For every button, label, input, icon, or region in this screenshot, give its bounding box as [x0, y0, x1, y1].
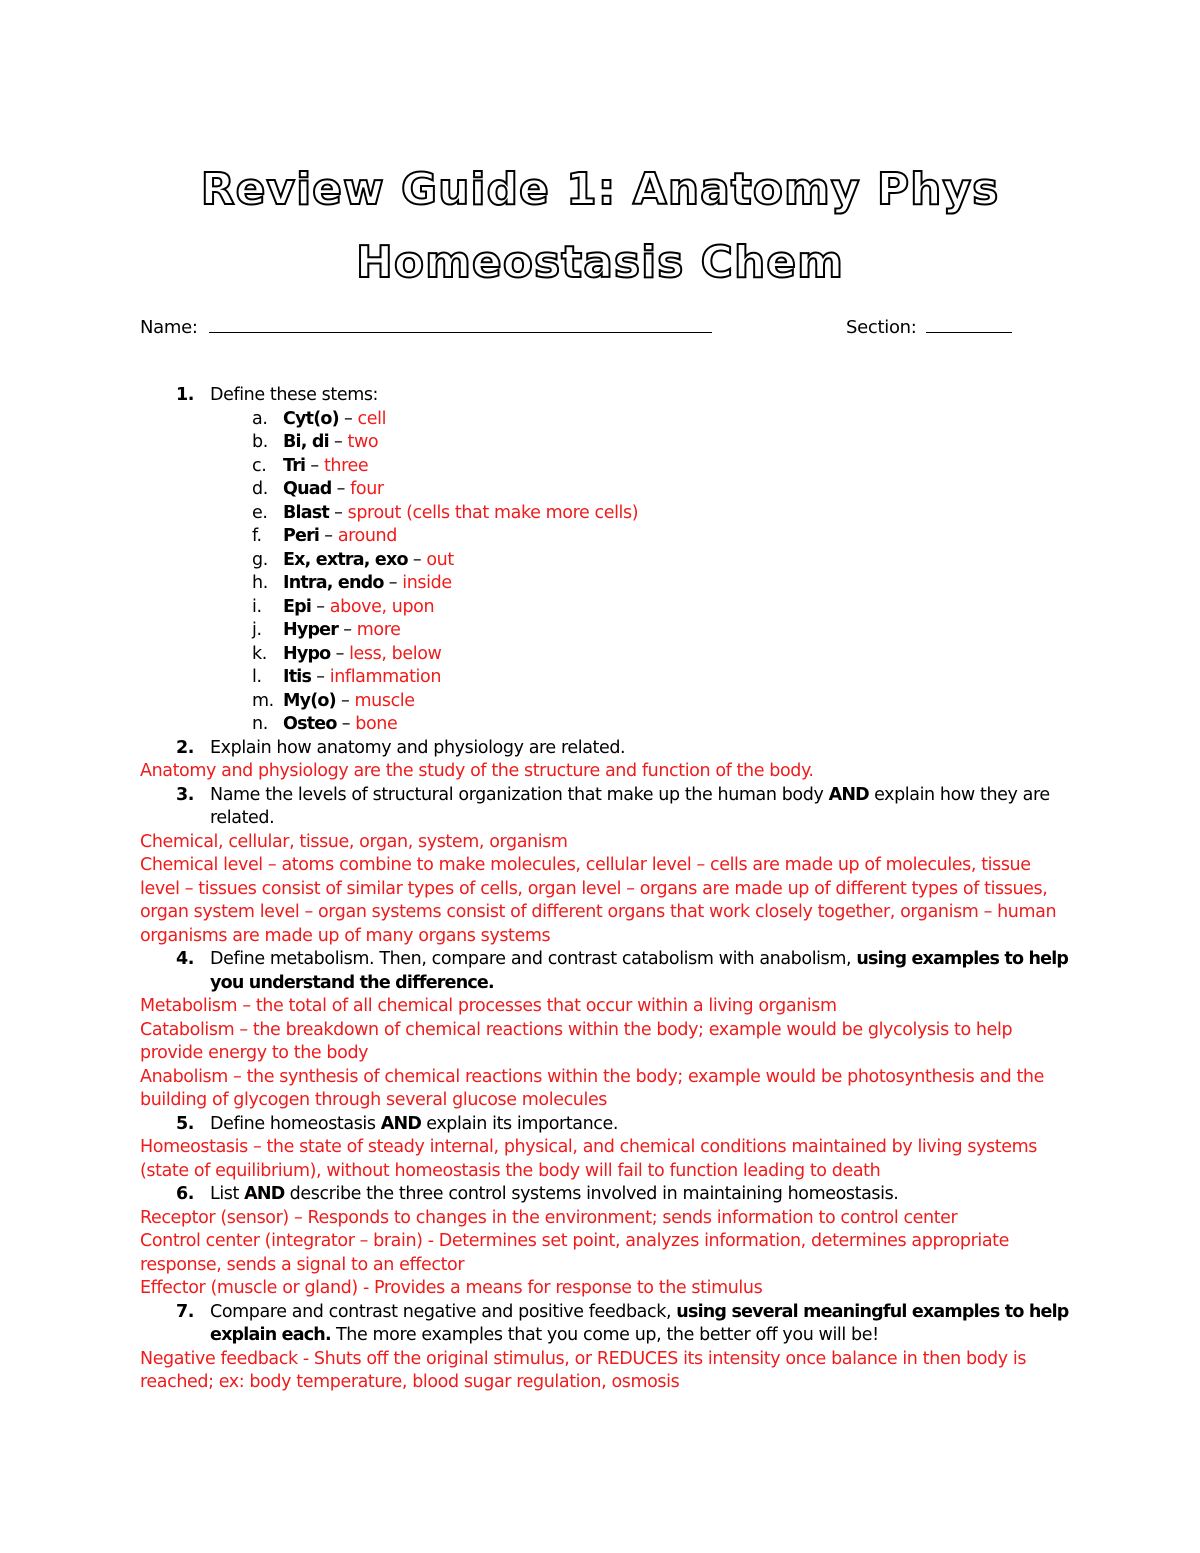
question-text: Define homeostasis: [210, 1113, 376, 1134]
name-blank-line: [209, 314, 712, 333]
question-emphasis: using examples to help you understand the difference.: [210, 949, 1069, 993]
answer-text: Anatomy and physiology are the study of the structure and function of the body.: [140, 761, 814, 781]
question-emphasis: AND: [828, 784, 869, 805]
answer-text: Metabolism – the total of all chemical processes that occur within a living organism: [140, 996, 837, 1016]
list-item: d. Quad – four: [252, 479, 384, 499]
answer-text: Catabolism – the breakdown of chemical reactions within the body; example would be glycolysis to help provide energy to the body: [140, 1019, 1013, 1063]
list-item: a. Cyt(o) – cell: [252, 408, 387, 429]
question-text: Define these stems:: [210, 385, 379, 405]
answer-text: Control center (integrator – brain) - Determines set point, analyzes information, determines appropriate response, sends a signal to an effector: [140, 1231, 1010, 1275]
name-label: Name:: [140, 317, 198, 338]
list-item: l. Itis – inflammation: [252, 667, 442, 687]
section-blank-line: [926, 314, 1012, 333]
question-text: Define metabolism. Then, compare and contrast catabolism with anabolism,: [210, 949, 852, 969]
list-item: b. Bi, di – two: [252, 432, 379, 452]
question-text: Explain how anatomy and physiology are related.: [210, 737, 626, 758]
question-number: 5.: [176, 1113, 195, 1134]
question-number: 1.: [176, 385, 195, 405]
answer-text: Receptor (sensor) – Responds to changes in the environment; sends information to control center: [140, 1207, 958, 1228]
stems-list: [140, 408, 1070, 737]
list-item: f. Peri – around: [252, 526, 397, 546]
list-item: g. Ex, extra, exo – out: [252, 549, 454, 570]
question-7: [140, 1301, 1070, 1348]
question-number: 6.: [176, 1184, 195, 1204]
question-3: [140, 784, 1070, 831]
question-text: explain how they are related.: [210, 784, 1050, 828]
list-item: e. Blast – sprout (cells that make more cells): [252, 502, 639, 523]
question-number: 4.: [176, 949, 195, 969]
list-item: n. Osteo – bone: [252, 714, 398, 734]
question-emphasis: AND: [244, 1184, 285, 1204]
question-number: 3.: [176, 784, 195, 805]
list-item: k. Hypo – less, below: [252, 643, 442, 664]
answer-text: Effector (muscle or gland) - Provides a means for response to the stimulus: [140, 1278, 763, 1298]
question-text: Compare and contrast negative and positive feedback,: [210, 1301, 672, 1322]
question-text: List: [210, 1184, 239, 1204]
answer-text: Negative feedback - Shuts off the original stimulus, or REDUCES its intensity once balance in then body is reached; ex: body temperature, blood sugar regulation, osmosis: [140, 1348, 1027, 1392]
list-item: h. Intra, endo – inside: [252, 573, 452, 593]
section-field: [846, 314, 1012, 340]
page-title-line-1: Review Guide 1: Anatomy Phys: [200, 164, 1000, 215]
question-2: [140, 737, 1070, 761]
list-item: i. Epi – above, upon: [252, 596, 435, 617]
question-5: [140, 1113, 1070, 1137]
list-item: c. Tri – three: [252, 455, 369, 476]
question-emphasis: using several meaningful examples to help explain each.: [210, 1301, 1069, 1345]
section-label: Section:: [846, 317, 917, 338]
name-field: [140, 314, 712, 340]
question-text: explain its importance.: [426, 1113, 619, 1134]
question-6: [140, 1183, 1070, 1207]
question-emphasis: AND: [380, 1113, 422, 1134]
answer-text: Homeostasis – the state of steady internal, physical, and chemical conditions maintained by living systems (state of equilibrium), without homeostasis the body will fail to function leading to death: [140, 1137, 1037, 1181]
answer-text: Chemical, cellular, tissue, organ, system, organism: [140, 831, 568, 852]
question-number: 7.: [176, 1301, 195, 1322]
question-text: Name the levels of structural organization that make up the human body: [210, 784, 824, 805]
question-text: describe the three control systems involved in maintaining homeostasis.: [289, 1184, 899, 1204]
answer-text: Anabolism – the synthesis of chemical reactions within the body; example would be photosynthesis and the building of glycogen through several glucose molecules: [140, 1066, 1044, 1110]
list-item: j. Hyper – more: [252, 620, 401, 640]
page-title-line-2: Homeostasis Chem: [356, 237, 844, 288]
question-4: [140, 948, 1070, 995]
question-number: 2.: [176, 737, 195, 758]
list-item: m. My(o) – muscle: [252, 690, 415, 711]
question-text: The more examples that you come up, the better off you will be!: [335, 1325, 879, 1345]
answer-text: Chemical level – atoms combine to make molecules, cellular level – cells are made up of molecules, tissue level – tissues consist of similar types of cells, organ level – organs are made up of different types of tissues, organ system level – organ systems consist of different organs that work closely together, organism – human organisms are made up of many organs systems: [140, 855, 1057, 946]
question-1: [140, 384, 1070, 408]
questions-body: [140, 384, 1070, 1395]
